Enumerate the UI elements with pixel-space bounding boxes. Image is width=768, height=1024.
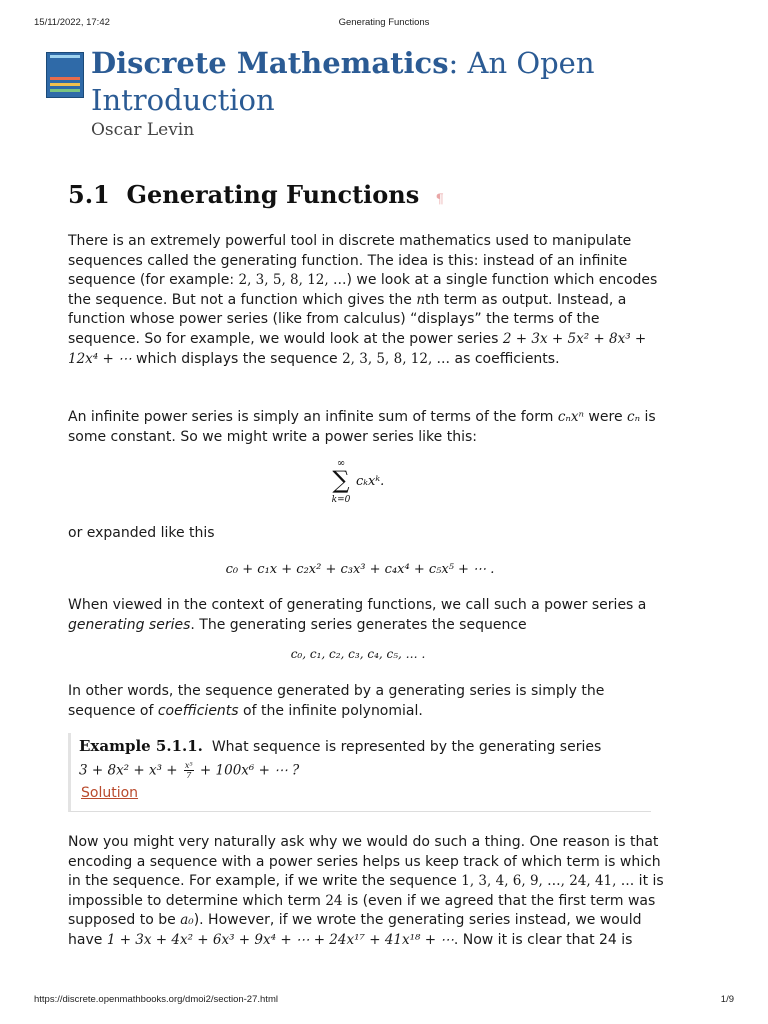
paragraph-generating-series bbox=[68, 596, 668, 635]
example-box bbox=[68, 733, 651, 812]
text: ) we look at a single function which encodes the sequence. But not a function which gives the bbox=[68, 272, 658, 308]
fraction bbox=[184, 761, 194, 780]
text: were bbox=[583, 409, 628, 425]
paragraph-power-series bbox=[68, 408, 668, 447]
paragraph-why bbox=[68, 833, 668, 951]
text: th term as output. Instead, a function whose power series (like from calculus) “displays” the terms of the sequence. So for example, we would look at the power series bbox=[68, 291, 627, 347]
math: cₙ bbox=[627, 409, 641, 425]
text: When viewed in the context of generating functions, we call such a power series a bbox=[68, 597, 647, 613]
book-cover-image[interactable] bbox=[46, 52, 84, 98]
example-series bbox=[79, 761, 299, 780]
example-header bbox=[79, 737, 601, 755]
text: There is an extremely powerful tool in discrete mathematics used to manipulate sequences called the generating function. The idea is this: instead of an infinite sequence (for example: bbox=[68, 233, 632, 289]
sum-upper-limit: ∞ bbox=[336, 458, 346, 469]
sum-body: cₖxᵏ. bbox=[356, 474, 385, 489]
math: 2, 3, 5, 8, 12, … bbox=[238, 272, 347, 289]
math: n bbox=[416, 291, 426, 308]
print-datetime: 15/11/2022, 17:42 bbox=[34, 17, 110, 28]
fraction-numerator: x⁵ bbox=[184, 761, 193, 770]
math: 1, 3, 4, 6, 9, …, 24, 41, … bbox=[461, 873, 635, 890]
text: is (even if we agreed that the first term was supposed to be bbox=[68, 892, 656, 929]
math: 2, 3, 5, 8, 12, … bbox=[342, 350, 451, 367]
solution-link[interactable]: Solution bbox=[81, 785, 139, 801]
emphasis: coefficients bbox=[157, 702, 239, 719]
math: 1 + 3x + 4x² + 6x³ + 9x⁴ + ⋯ + 24x¹⁷ + 41x¹⁸ + ⋯ bbox=[106, 931, 454, 948]
text: An infinite power series is simply an infinite sum of terms of the form bbox=[68, 409, 558, 425]
math: a₀ bbox=[180, 912, 194, 929]
section-heading bbox=[68, 180, 444, 209]
emphasis: generating series bbox=[68, 616, 191, 633]
paragraph-coefficients bbox=[68, 682, 668, 721]
paragraph-expanded: or expanded like this bbox=[68, 525, 215, 541]
math: cₙxⁿ bbox=[557, 409, 584, 425]
sum-lower-limit: k=0 bbox=[331, 495, 351, 505]
sum-sigma: ∑ bbox=[332, 466, 350, 494]
print-page-title: Generating Functions bbox=[338, 17, 430, 28]
example-label: Example 5.1.1. bbox=[79, 737, 203, 755]
text: which displays the sequence bbox=[131, 350, 343, 367]
section-number: 5.1 bbox=[68, 180, 110, 209]
print-url: https://discrete.openmathbooks.org/dmoi2/section-27.html bbox=[34, 994, 278, 1005]
paragraph-intro bbox=[68, 232, 668, 369]
example-question: What sequence is represented by the generating series bbox=[211, 739, 602, 755]
text: it is impossible to determine which term bbox=[68, 873, 664, 909]
book-author: Oscar Levin bbox=[91, 120, 195, 140]
text: In other words, the sequence generated by a generating series is simply the sequence of bbox=[68, 683, 605, 719]
expanded-series: c₀ + c₁x + c₂x² + c₃x³ + c₄x⁴ + c₅x⁵ + ⋯ . bbox=[225, 562, 495, 577]
text: . Now it is clear that 24 is bbox=[453, 931, 633, 948]
text: is some constant. So we might write a power series like this: bbox=[68, 409, 656, 445]
text: Now you might very naturally ask why we would do such a thing. One reason is that encoding a sequence with a power series helps us keep track of which term is which in the sequence. For example, if we write the sequence bbox=[68, 834, 661, 890]
math: 24 bbox=[325, 892, 343, 909]
math: + 100x⁶ + ⋯ ? bbox=[195, 762, 300, 779]
math: 3 + 8x² + x³ + bbox=[79, 762, 182, 779]
text: ). However, if we wrote the generating series instead, we would have bbox=[68, 912, 642, 948]
text: of the infinite polynomial. bbox=[238, 702, 423, 719]
book-title-sub: : An Open Introduction bbox=[91, 46, 595, 117]
fraction-denominator: 7 bbox=[186, 771, 192, 780]
book-title[interactable] bbox=[91, 45, 651, 119]
coefficient-sequence: c₀, c₁, c₂, c₃, c₄, c₅, … . bbox=[290, 647, 426, 661]
print-page-number: 1/9 bbox=[720, 994, 734, 1005]
text: as coefficients. bbox=[450, 350, 560, 367]
book-title-main: Discrete Mathematics bbox=[91, 46, 449, 80]
math: 2 + 3x + 5x² + 8x³ + 12x⁴ + ⋯ bbox=[68, 330, 647, 367]
text: . The generating series generates the sequence bbox=[190, 616, 527, 633]
permalink-pilcrow[interactable]: ¶ bbox=[435, 192, 444, 207]
section-title: Generating Functions bbox=[126, 180, 420, 209]
